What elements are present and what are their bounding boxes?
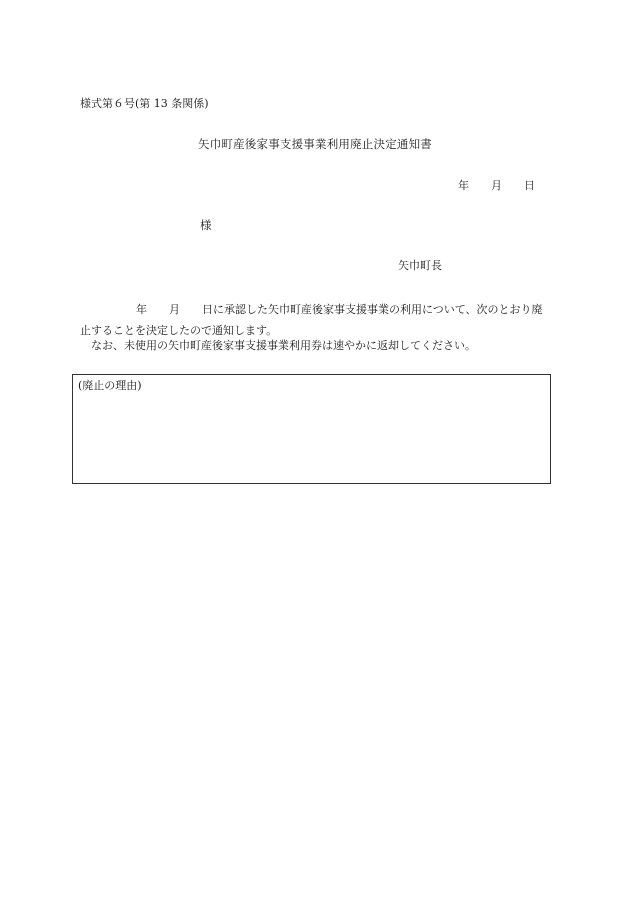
body-paragraph-1-text: 日に承認した矢巾町産後家事支援事業の利用について、次のとおり廃止することを決定したので通知します。 [80,303,543,337]
date-day-label: 日 [524,179,535,192]
reason-box [72,374,551,484]
body-paragraph-1 [80,299,552,341]
reason-label: (廃止の理由) [78,379,142,392]
body-paragraph-2 [80,340,476,351]
recipient-honorific: 様 [200,218,212,232]
approval-year-label: 年 [136,303,147,316]
date-year-label: 年 [458,179,469,192]
body-paragraph-2-text: なお、未使用の矢巾町産後家事支援事業利用券は速やかに返却してください。 [91,339,476,352]
document-title: 矢巾町産後家事支援事業利用廃止決定通知書 [198,137,432,151]
approval-month-label: 月 [169,303,180,316]
date-month-label: 月 [491,179,502,192]
issuer-name: 矢巾町長 [398,259,442,272]
date-line [458,180,535,191]
form-number: 様式第６号(第 13 条関係) [80,97,209,110]
